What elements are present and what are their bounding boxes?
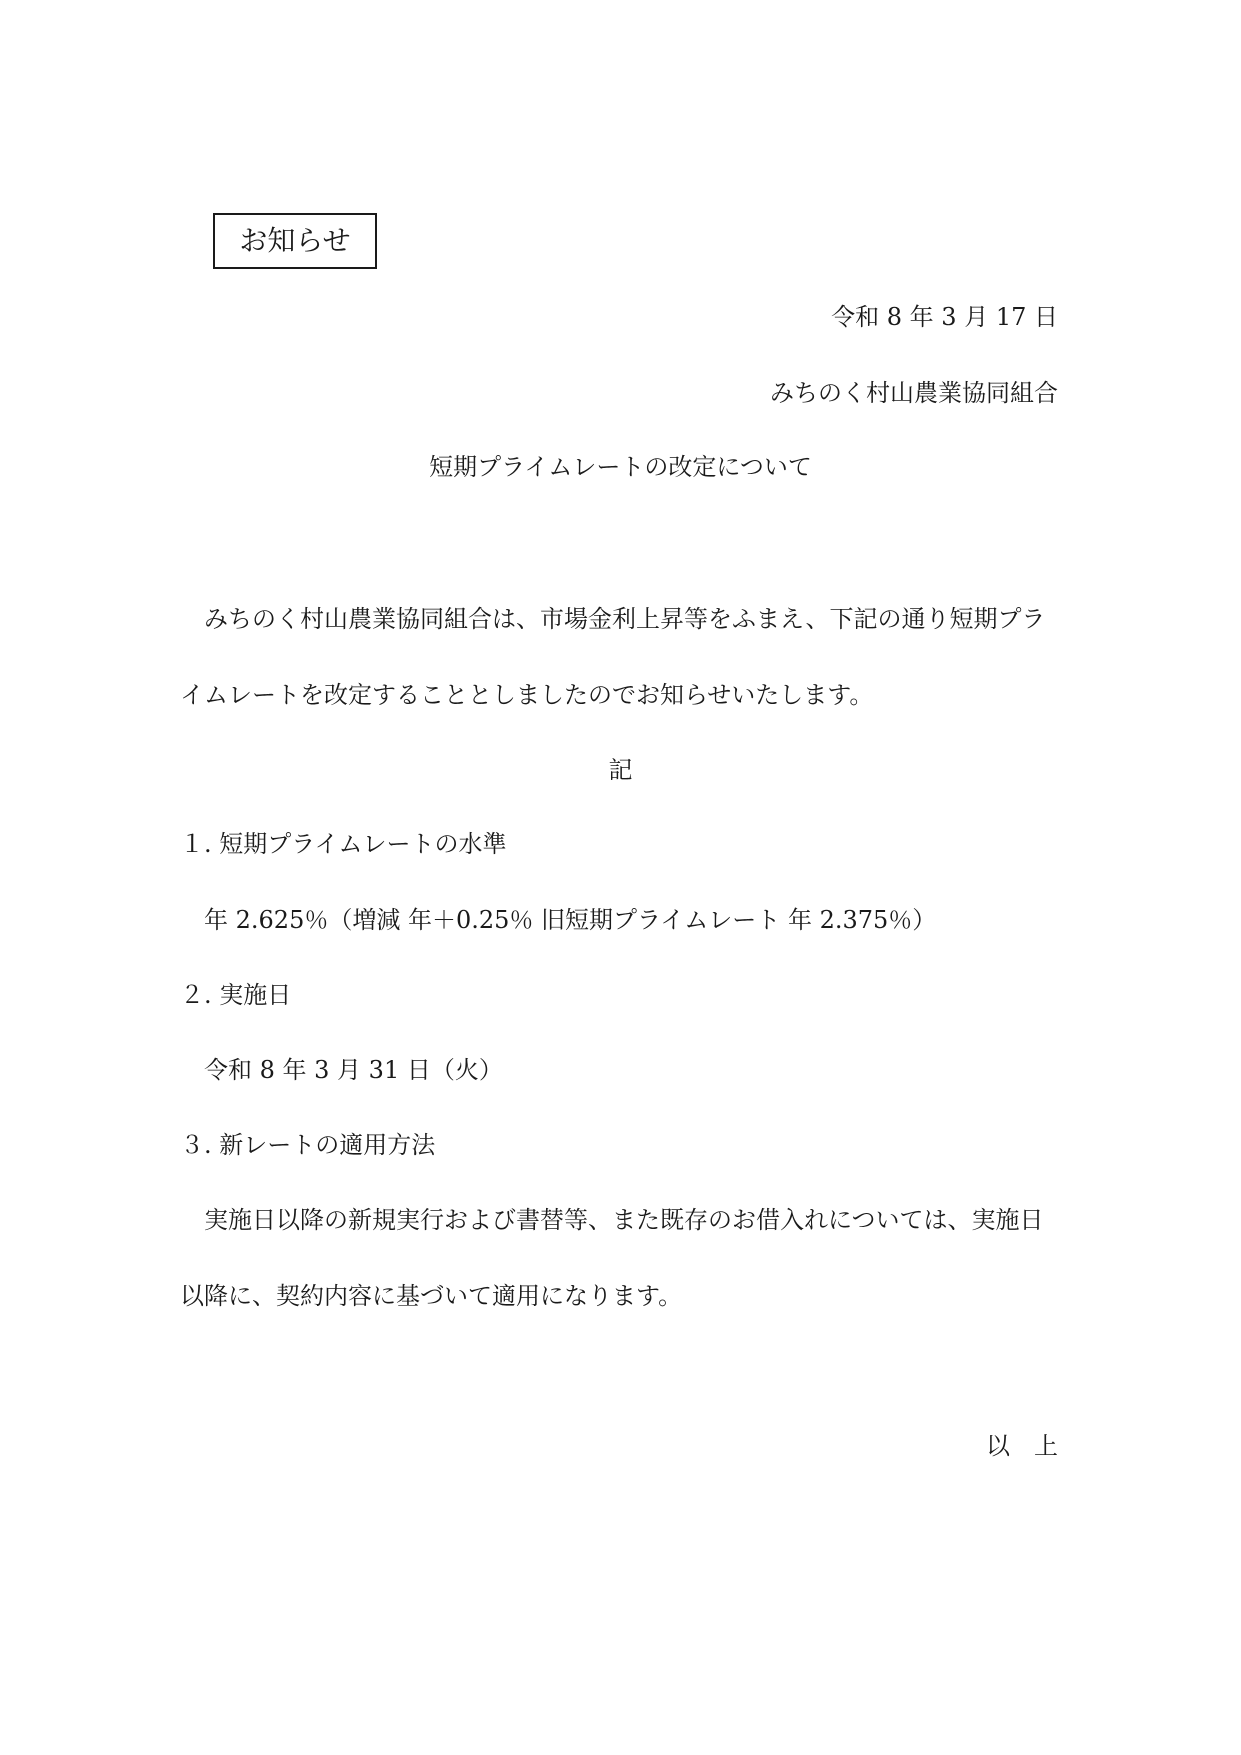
section-3-heading: ３. 新レートの適用方法 [180,1131,436,1159]
organization-name: みちのく村山農業協同組合 [770,379,1058,407]
section-2-body: 令和 8 年 3 月 31 日（火） [180,1056,503,1084]
section-2-heading: ２. 実施日 [180,981,292,1009]
ki-heading: 記 [608,756,633,784]
notice-label-box: お知らせ [213,213,377,269]
intro-paragraph-line-1: みちのく村山農業協同組合は、市場金利上昇等をふまえ、下記の通り短期プラ [180,605,1046,633]
issue-date: 令和 8 年 3 月 17 日 [831,303,1058,331]
section-3-body-line-1: 実施日以降の新規実行および書替等、また既存のお借入れについては、実施日 [180,1206,1044,1234]
section-3-body-line-2: 以降に、契約内容に基づいて適用になります。 [180,1282,683,1310]
section-1-heading: １. 短期プライムレートの水準 [180,830,507,858]
section-1-body: 年 2.625％（増減 年＋0.25％ 旧短期プライムレート 年 2.375％） [180,906,937,934]
closing-text: 以 上 [986,1432,1058,1460]
intro-paragraph-line-2: イムレートを改定することとしましたのでお知らせいたします。 [180,681,874,709]
document-title: 短期プライムレートの改定について [429,453,812,481]
